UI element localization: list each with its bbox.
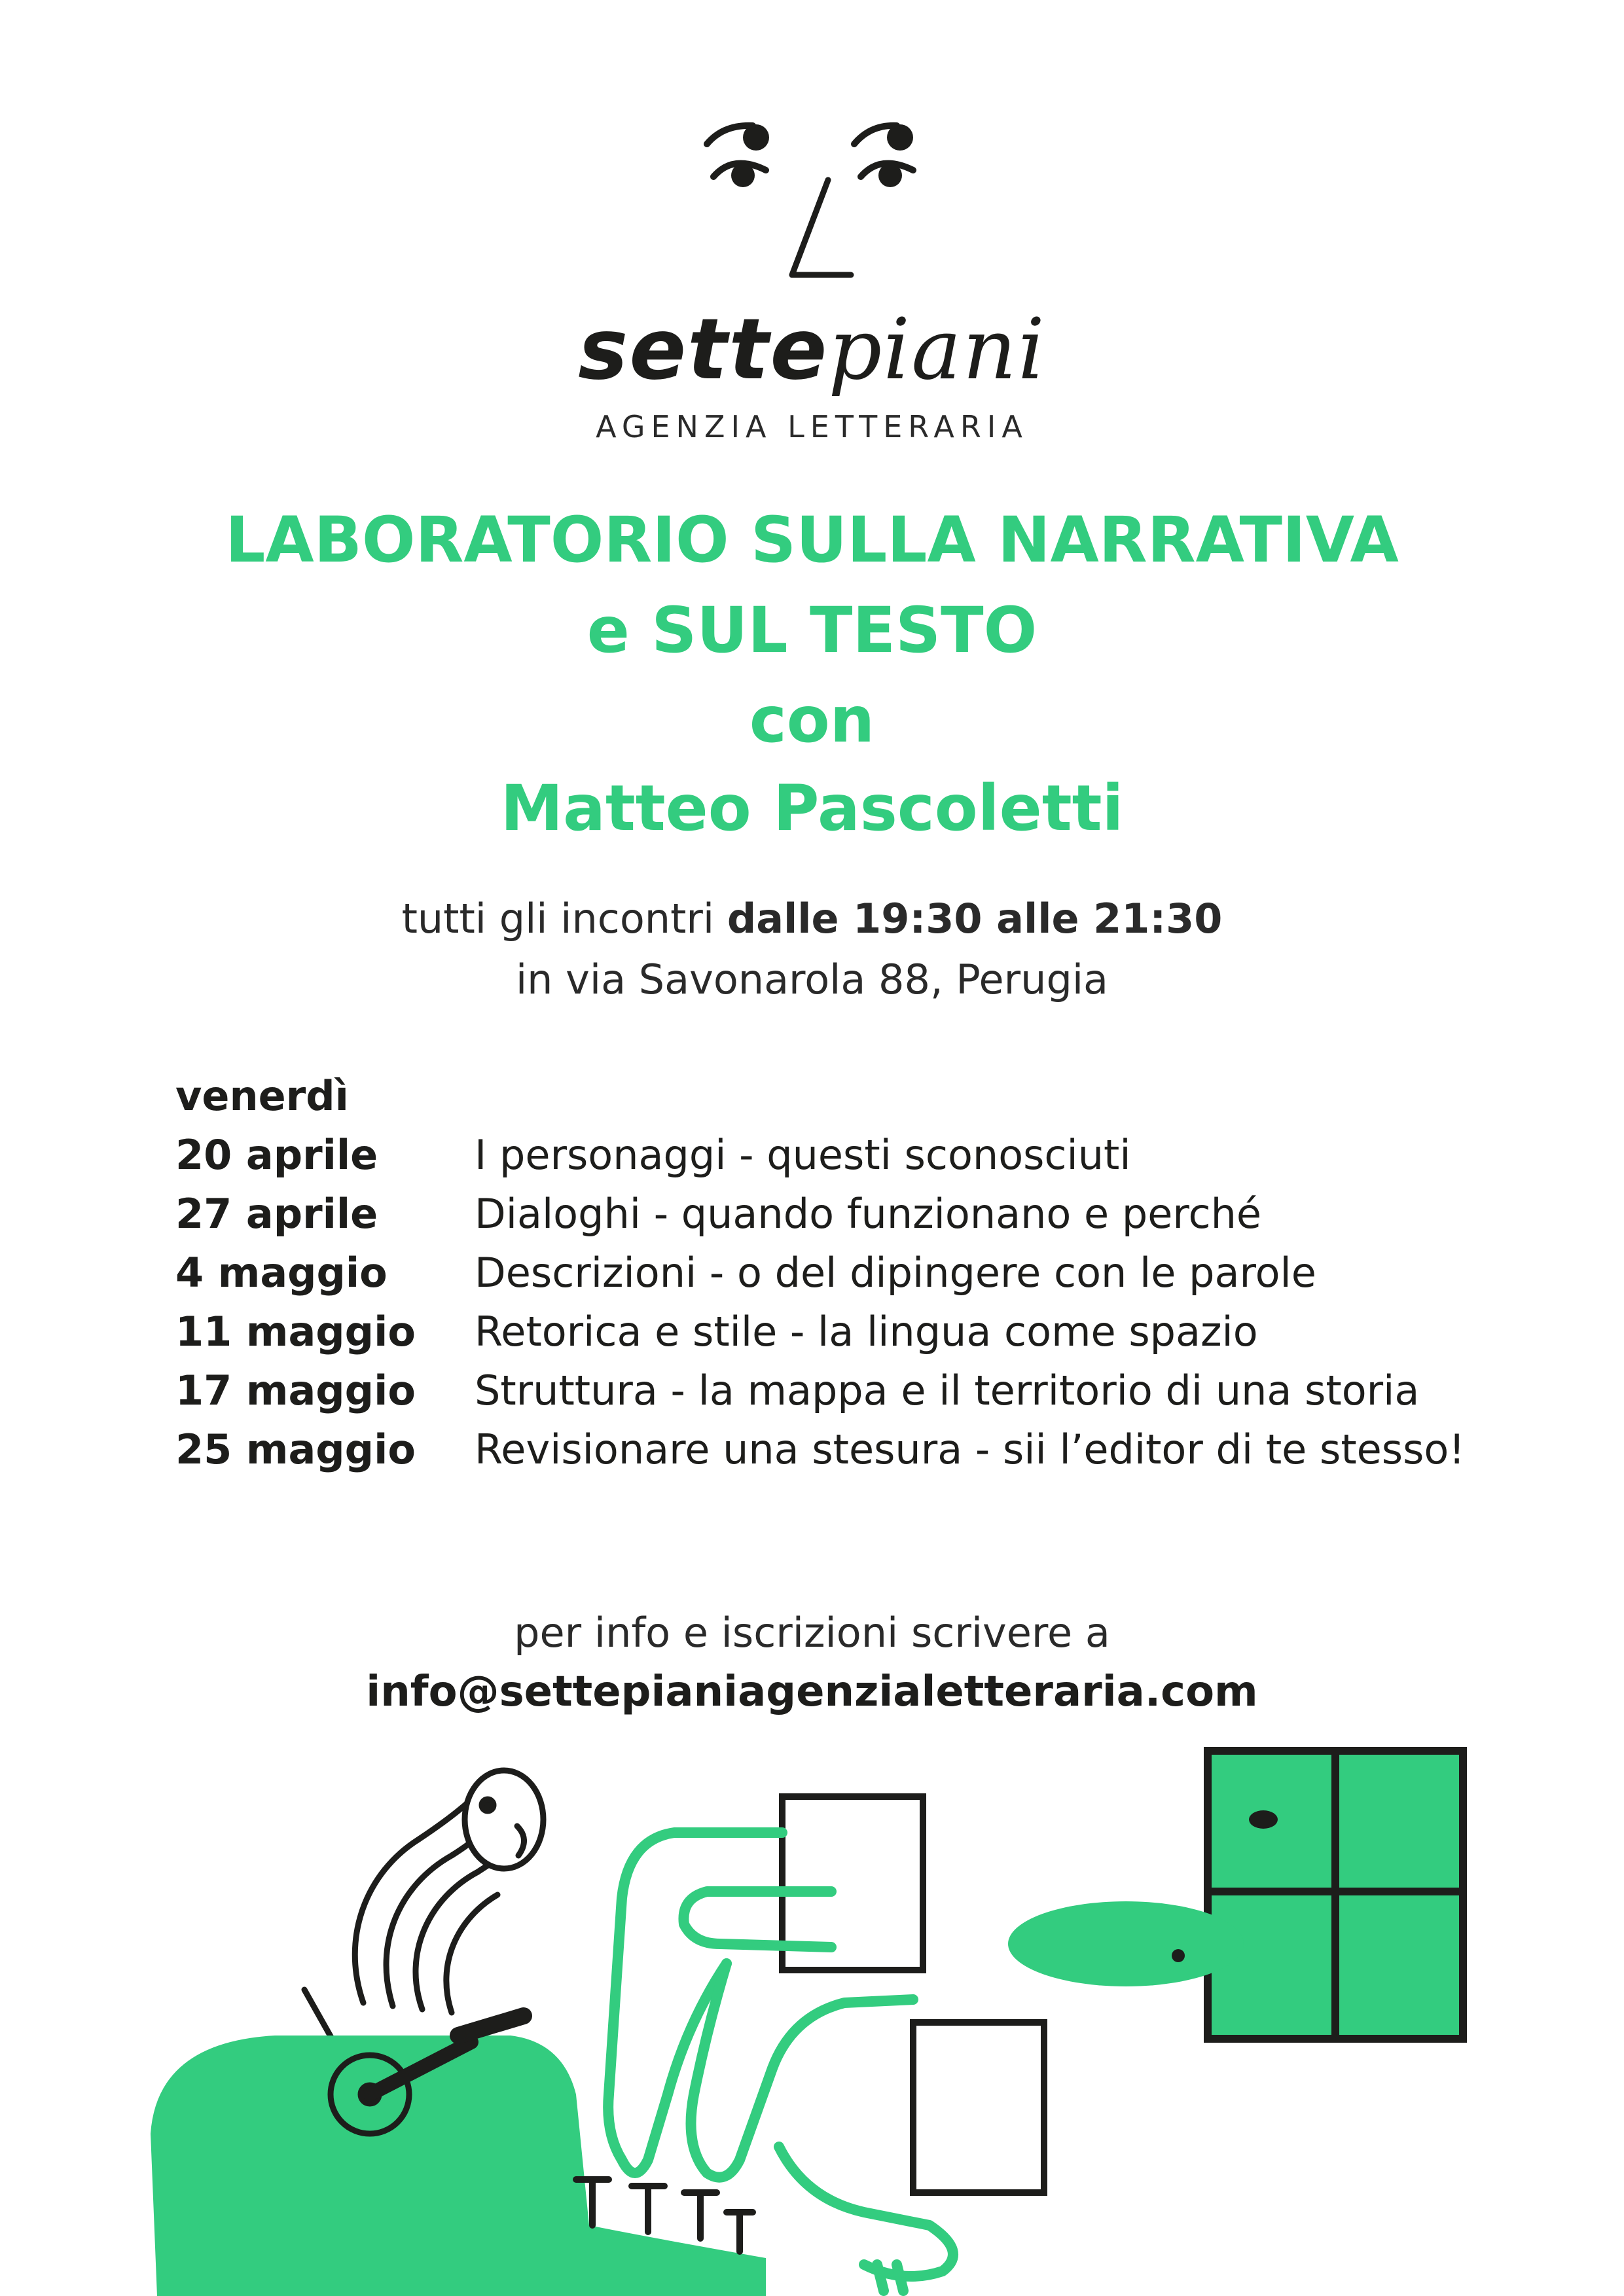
brand-tagline: AGENZIA LETTERARIA: [596, 409, 1028, 444]
schedule-time: [0, 891, 1624, 946]
venue-address: in via Savonarola 88, Perugia: [515, 956, 1109, 1003]
brand-name-light: piani: [828, 301, 1046, 399]
session-row: [175, 1420, 1466, 1479]
session-date: 20 aprile: [175, 1131, 378, 1179]
brand-name: [0, 301, 1624, 399]
title-line-2: e SUL TESTO: [586, 594, 1038, 667]
session-date: 11 maggio: [175, 1308, 416, 1355]
session-row: [175, 1126, 1131, 1185]
session-topic: Retorica e stile - la lingua come spazio: [475, 1308, 1258, 1355]
session-row: [175, 1302, 1258, 1361]
brand-name-bold: sette: [578, 301, 829, 399]
face-logo-icon: [694, 118, 943, 288]
title-line-3: con: [749, 683, 875, 757]
session-row: [175, 1361, 1420, 1420]
schedule-time-hours: dalle 19:30 alle 21:30: [727, 895, 1223, 942]
schedule-time-prefix: tutti gli incontri: [401, 895, 727, 942]
contact-instructions: per info e iscrizioni scrivere a: [514, 1609, 1110, 1657]
session-date: 27 aprile: [175, 1190, 378, 1238]
title-line-1: LABORATORIO SULLA NARRATIVA: [225, 503, 1399, 577]
session-list: [175, 1067, 1466, 1479]
session-row: [175, 1244, 1316, 1302]
session-topic: Struttura - la mappa e il territorio di una storia: [475, 1367, 1420, 1414]
instructor-name: Matteo Pascoletti: [500, 772, 1124, 845]
typewriter-hands-window-illustration: [0, 1728, 1624, 2296]
session-date: 25 maggio: [175, 1426, 416, 1473]
session-date: 17 maggio: [175, 1367, 416, 1414]
session-day: venerdì: [175, 1072, 349, 1120]
session-topic: I personaggi - questi sconosciuti: [475, 1131, 1131, 1179]
session-row: [175, 1185, 1262, 1244]
session-topic: Revisionare una stesura - sii l’editor di te stesso!: [475, 1426, 1466, 1473]
contact-email[interactable]: info@settepianiagenzialetteraria.com: [366, 1668, 1258, 1716]
session-date: 4 maggio: [175, 1249, 388, 1297]
session-topic: Dialoghi - quando funzionano e perché: [475, 1190, 1262, 1238]
session-topic: Descrizioni - o del dipingere con le parole: [475, 1249, 1316, 1297]
